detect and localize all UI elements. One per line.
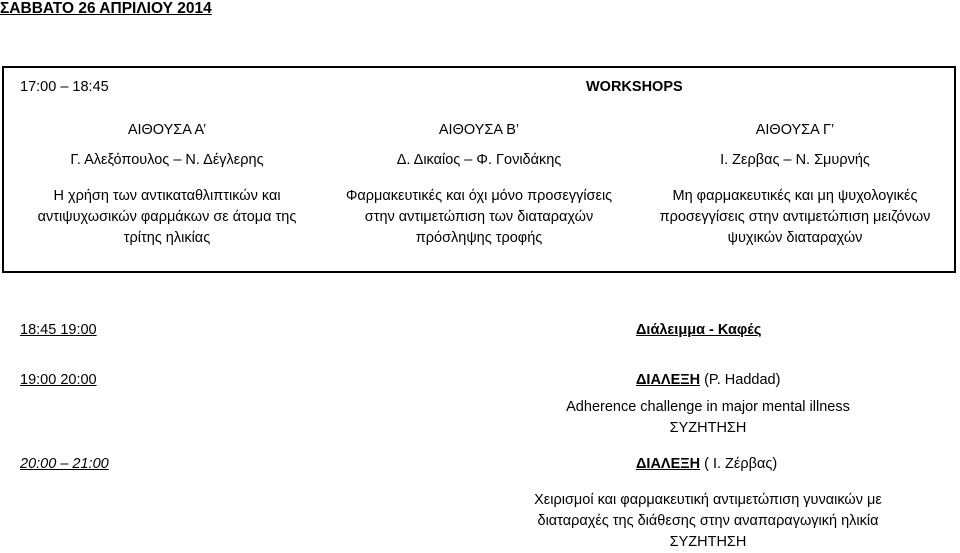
lecture2-heading: [636, 456, 777, 472]
room-b-chairs: Δ. Δικαίος – Φ. Γονιδάκης: [396, 152, 562, 168]
room-a-topic-line: αντιψυχωσικών φαρμάκων σε άτομα της: [37, 209, 297, 225]
workshops-time: 17:00 – 18:45: [20, 79, 109, 95]
break-label: Διάλειμμα - Καφές: [636, 322, 762, 338]
lecture1-speaker: (P. Haddad): [700, 372, 781, 388]
room-a-label: ΑΙΘΟΥΣΑ Α’: [127, 122, 207, 138]
lecture1-label: ΔΙΑΛΕΞΗ: [636, 372, 701, 388]
room-b-topic-line: Φαρμακευτικές και όχι μόνο προσεγγίσεις: [345, 188, 613, 204]
room-a-topic-line: τρίτης ηλικίας: [123, 230, 211, 246]
room-c-topic: [636, 186, 954, 249]
room-c-chairs: Ι. Ζερβας – Ν. Σμυρνής: [720, 152, 870, 168]
room-b-topic-line: πρόσληψης τροφής: [415, 230, 543, 246]
date-heading: ΣΑΒΒΑΤΟ 26 ΑΠΡΙΛΙΟΥ 2014: [0, 0, 212, 17]
workshops-heading: WORKSHOPS: [586, 79, 683, 95]
room-a-topic: [0, 186, 334, 249]
lecture2-title: [460, 490, 956, 553]
lecture2-title-line: διαταραχές της διάθεσης στην αναπαραγωγική ηλικία: [537, 513, 879, 529]
lecture1-heading: [636, 372, 780, 388]
room-c-label: ΑΙΘΟΥΣΑ Γ’: [755, 122, 835, 138]
room-c-topic-line: Μη φαρμακευτικές και μη ψυχολογικές: [672, 188, 918, 204]
room-b-topic: [322, 186, 636, 249]
room-a-topic-line: Η χρήση των αντικαταθλιπτικών και: [53, 188, 281, 204]
lecture1-title: Adherence challenge in major mental illness: [566, 399, 850, 415]
room-b-topic-line: στην αντιμετώπιση των διαταραχών: [364, 209, 594, 225]
room-b-label: ΑΙΘΟΥΣΑ Β’: [438, 122, 520, 138]
lecture2-speaker: ( Ι. Ζέρβας): [700, 456, 778, 472]
room-c-topic-line: ψυχικών διαταραχών: [727, 230, 863, 246]
lecture1-time: 19:00 20:00: [20, 372, 97, 388]
room-c-topic-line: προσεγγίσεις στην αντιμετώπιση μειζόνων: [659, 209, 931, 225]
lecture2-discussion: ΣΥΖΗΤΗΣΗ: [669, 534, 747, 550]
lecture1-discussion: ΣΥΖΗΤΗΣΗ: [669, 420, 747, 436]
room-a-chairs: Γ. Αλεξόπουλος – Ν. Δέγλερης: [70, 152, 264, 168]
lecture2-time: 20:00 – 21:00: [20, 456, 109, 472]
break-time: 18:45 19:00: [20, 322, 97, 338]
lecture2-title-line: Χειρισμοί και φαρμακευτική αντιμετώπιση γυναικών με: [534, 492, 882, 508]
lecture2-label: ΔΙΑΛΕΞΗ: [636, 456, 701, 472]
